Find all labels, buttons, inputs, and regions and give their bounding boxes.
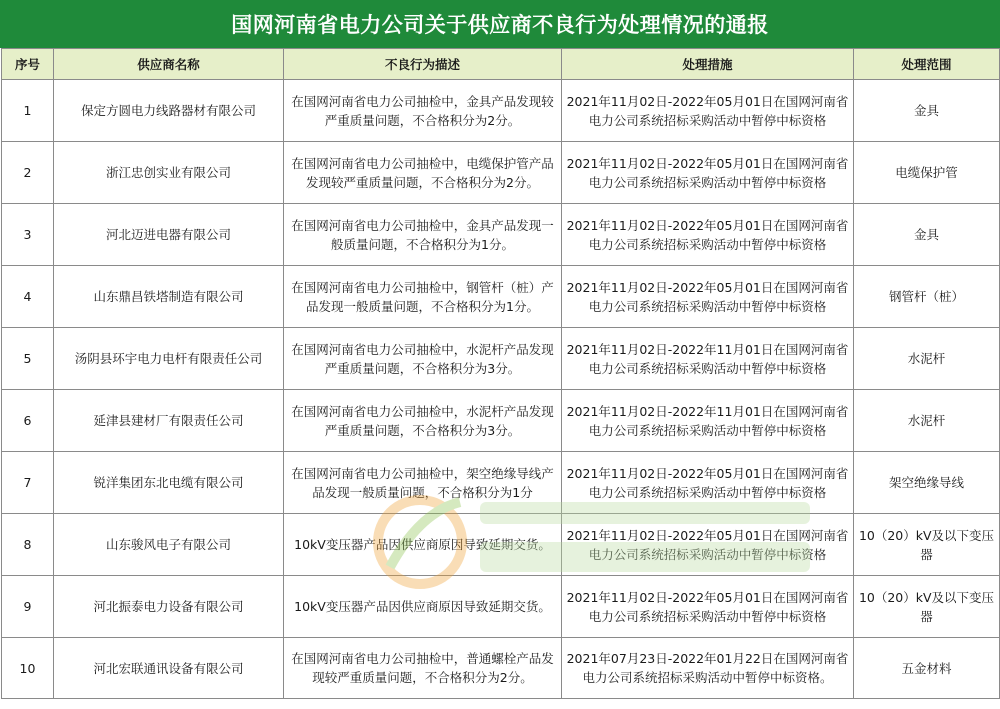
header-description: 不良行为描述 xyxy=(284,49,562,80)
cell-description: 在国网河南省电力公司抽检中，电缆保护管产品发现较严重质量问题，不合格积分为2分。 xyxy=(284,142,562,204)
cell-description: 在国网河南省电力公司抽检中，水泥杆产品发现严重质量问题，不合格积分为3分。 xyxy=(284,328,562,390)
page-title: 国网河南省电力公司关于供应商不良行为处理情况的通报 xyxy=(0,0,1000,48)
cell-index: 9 xyxy=(2,576,54,638)
cell-index: 4 xyxy=(2,266,54,328)
cell-supplier: 河北振泰电力设备有限公司 xyxy=(54,576,284,638)
header-supplier: 供应商名称 xyxy=(54,49,284,80)
cell-scope: 金具 xyxy=(854,204,1000,266)
cell-description: 在国网河南省电力公司抽检中，架空绝缘导线产品发现一般质量问题，不合格积分为1分 xyxy=(284,452,562,514)
cell-description: 在国网河南省电力公司抽检中，金具产品发现较严重质量问题，不合格积分为2分。 xyxy=(284,80,562,142)
cell-index: 1 xyxy=(2,80,54,142)
cell-index: 10 xyxy=(2,638,54,699)
table-row xyxy=(2,204,1000,266)
cell-scope: 电缆保护管 xyxy=(854,142,1000,204)
cell-measure: 2021年11月02日-2022年05月01日在国网河南省电力公司系统招标采购活动中暂停中标资格 xyxy=(562,266,854,328)
table-row xyxy=(2,266,1000,328)
cell-scope: 金具 xyxy=(854,80,1000,142)
cell-measure: 2021年11月02日-2022年05月01日在国网河南省电力公司系统招标采购活动中暂停中标资格 xyxy=(562,514,854,576)
cell-description: 10kV变压器产品因供应商原因导致延期交货。 xyxy=(284,514,562,576)
cell-supplier: 山东骏风电子有限公司 xyxy=(54,514,284,576)
cell-scope: 10（20）kV及以下变压器 xyxy=(854,576,1000,638)
cell-scope: 水泥杆 xyxy=(854,390,1000,452)
cell-measure: 2021年11月02日-2022年11月01日在国网河南省电力公司系统招标采购活动中暂停中标资格 xyxy=(562,390,854,452)
table-row xyxy=(2,452,1000,514)
cell-scope: 水泥杆 xyxy=(854,328,1000,390)
table-row xyxy=(2,80,1000,142)
cell-index: 8 xyxy=(2,514,54,576)
header-scope: 处理范围 xyxy=(854,49,1000,80)
header-measure: 处理措施 xyxy=(562,49,854,80)
cell-scope: 五金材料 xyxy=(854,638,1000,699)
cell-supplier: 河北迈进电器有限公司 xyxy=(54,204,284,266)
cell-measure: 2021年07月23日-2022年01月22日在国网河南省电力公司系统招标采购活动中暂停中标资格。 xyxy=(562,638,854,699)
table-row xyxy=(2,638,1000,699)
cell-index: 7 xyxy=(2,452,54,514)
cell-measure: 2021年11月02日-2022年11月01日在国网河南省电力公司系统招标采购活动中暂停中标资格 xyxy=(562,328,854,390)
cell-supplier: 锐洋集团东北电缆有限公司 xyxy=(54,452,284,514)
cell-description: 10kV变压器产品因供应商原因导致延期交货。 xyxy=(284,576,562,638)
cell-measure: 2021年11月02日-2022年05月01日在国网河南省电力公司系统招标采购活动中暂停中标资格 xyxy=(562,576,854,638)
cell-description: 在国网河南省电力公司抽检中，水泥杆产品发现严重质量问题，不合格积分为3分。 xyxy=(284,390,562,452)
cell-supplier: 延津县建材厂有限责任公司 xyxy=(54,390,284,452)
cell-index: 6 xyxy=(2,390,54,452)
cell-index: 3 xyxy=(2,204,54,266)
cell-description: 在国网河南省电力公司抽检中，钢管杆（桩）产品发现一般质量问题，不合格积分为1分。 xyxy=(284,266,562,328)
cell-index: 5 xyxy=(2,328,54,390)
table-row xyxy=(2,390,1000,452)
table-row xyxy=(2,328,1000,390)
table-header-row xyxy=(2,49,1000,80)
cell-scope: 10（20）kV及以下变压器 xyxy=(854,514,1000,576)
cell-supplier: 汤阴县环宇电力电杆有限责任公司 xyxy=(54,328,284,390)
cell-scope: 架空绝缘导线 xyxy=(854,452,1000,514)
cell-supplier: 保定方圆电力线路器材有限公司 xyxy=(54,80,284,142)
cell-supplier: 山东鼎昌铁塔制造有限公司 xyxy=(54,266,284,328)
cell-measure: 2021年11月02日-2022年05月01日在国网河南省电力公司系统招标采购活动中暂停中标资格 xyxy=(562,452,854,514)
table-row xyxy=(2,142,1000,204)
table-row xyxy=(2,576,1000,638)
table-row xyxy=(2,514,1000,576)
cell-measure: 2021年11月02日-2022年05月01日在国网河南省电力公司系统招标采购活动中暂停中标资格 xyxy=(562,80,854,142)
header-index: 序号 xyxy=(2,49,54,80)
cell-index: 2 xyxy=(2,142,54,204)
cell-measure: 2021年11月02日-2022年05月01日在国网河南省电力公司系统招标采购活动中暂停中标资格 xyxy=(562,204,854,266)
cell-description: 在国网河南省电力公司抽检中，普通螺栓产品发现较严重质量问题，不合格积分为2分。 xyxy=(284,638,562,699)
cell-supplier: 浙江忠创实业有限公司 xyxy=(54,142,284,204)
cell-scope: 钢管杆（桩） xyxy=(854,266,1000,328)
cell-description: 在国网河南省电力公司抽检中，金具产品发现一般质量问题，不合格积分为1分。 xyxy=(284,204,562,266)
cell-supplier: 河北宏联通讯设备有限公司 xyxy=(54,638,284,699)
supplier-table xyxy=(1,48,1000,699)
cell-measure: 2021年11月02日-2022年05月01日在国网河南省电力公司系统招标采购活动中暂停中标资格 xyxy=(562,142,854,204)
